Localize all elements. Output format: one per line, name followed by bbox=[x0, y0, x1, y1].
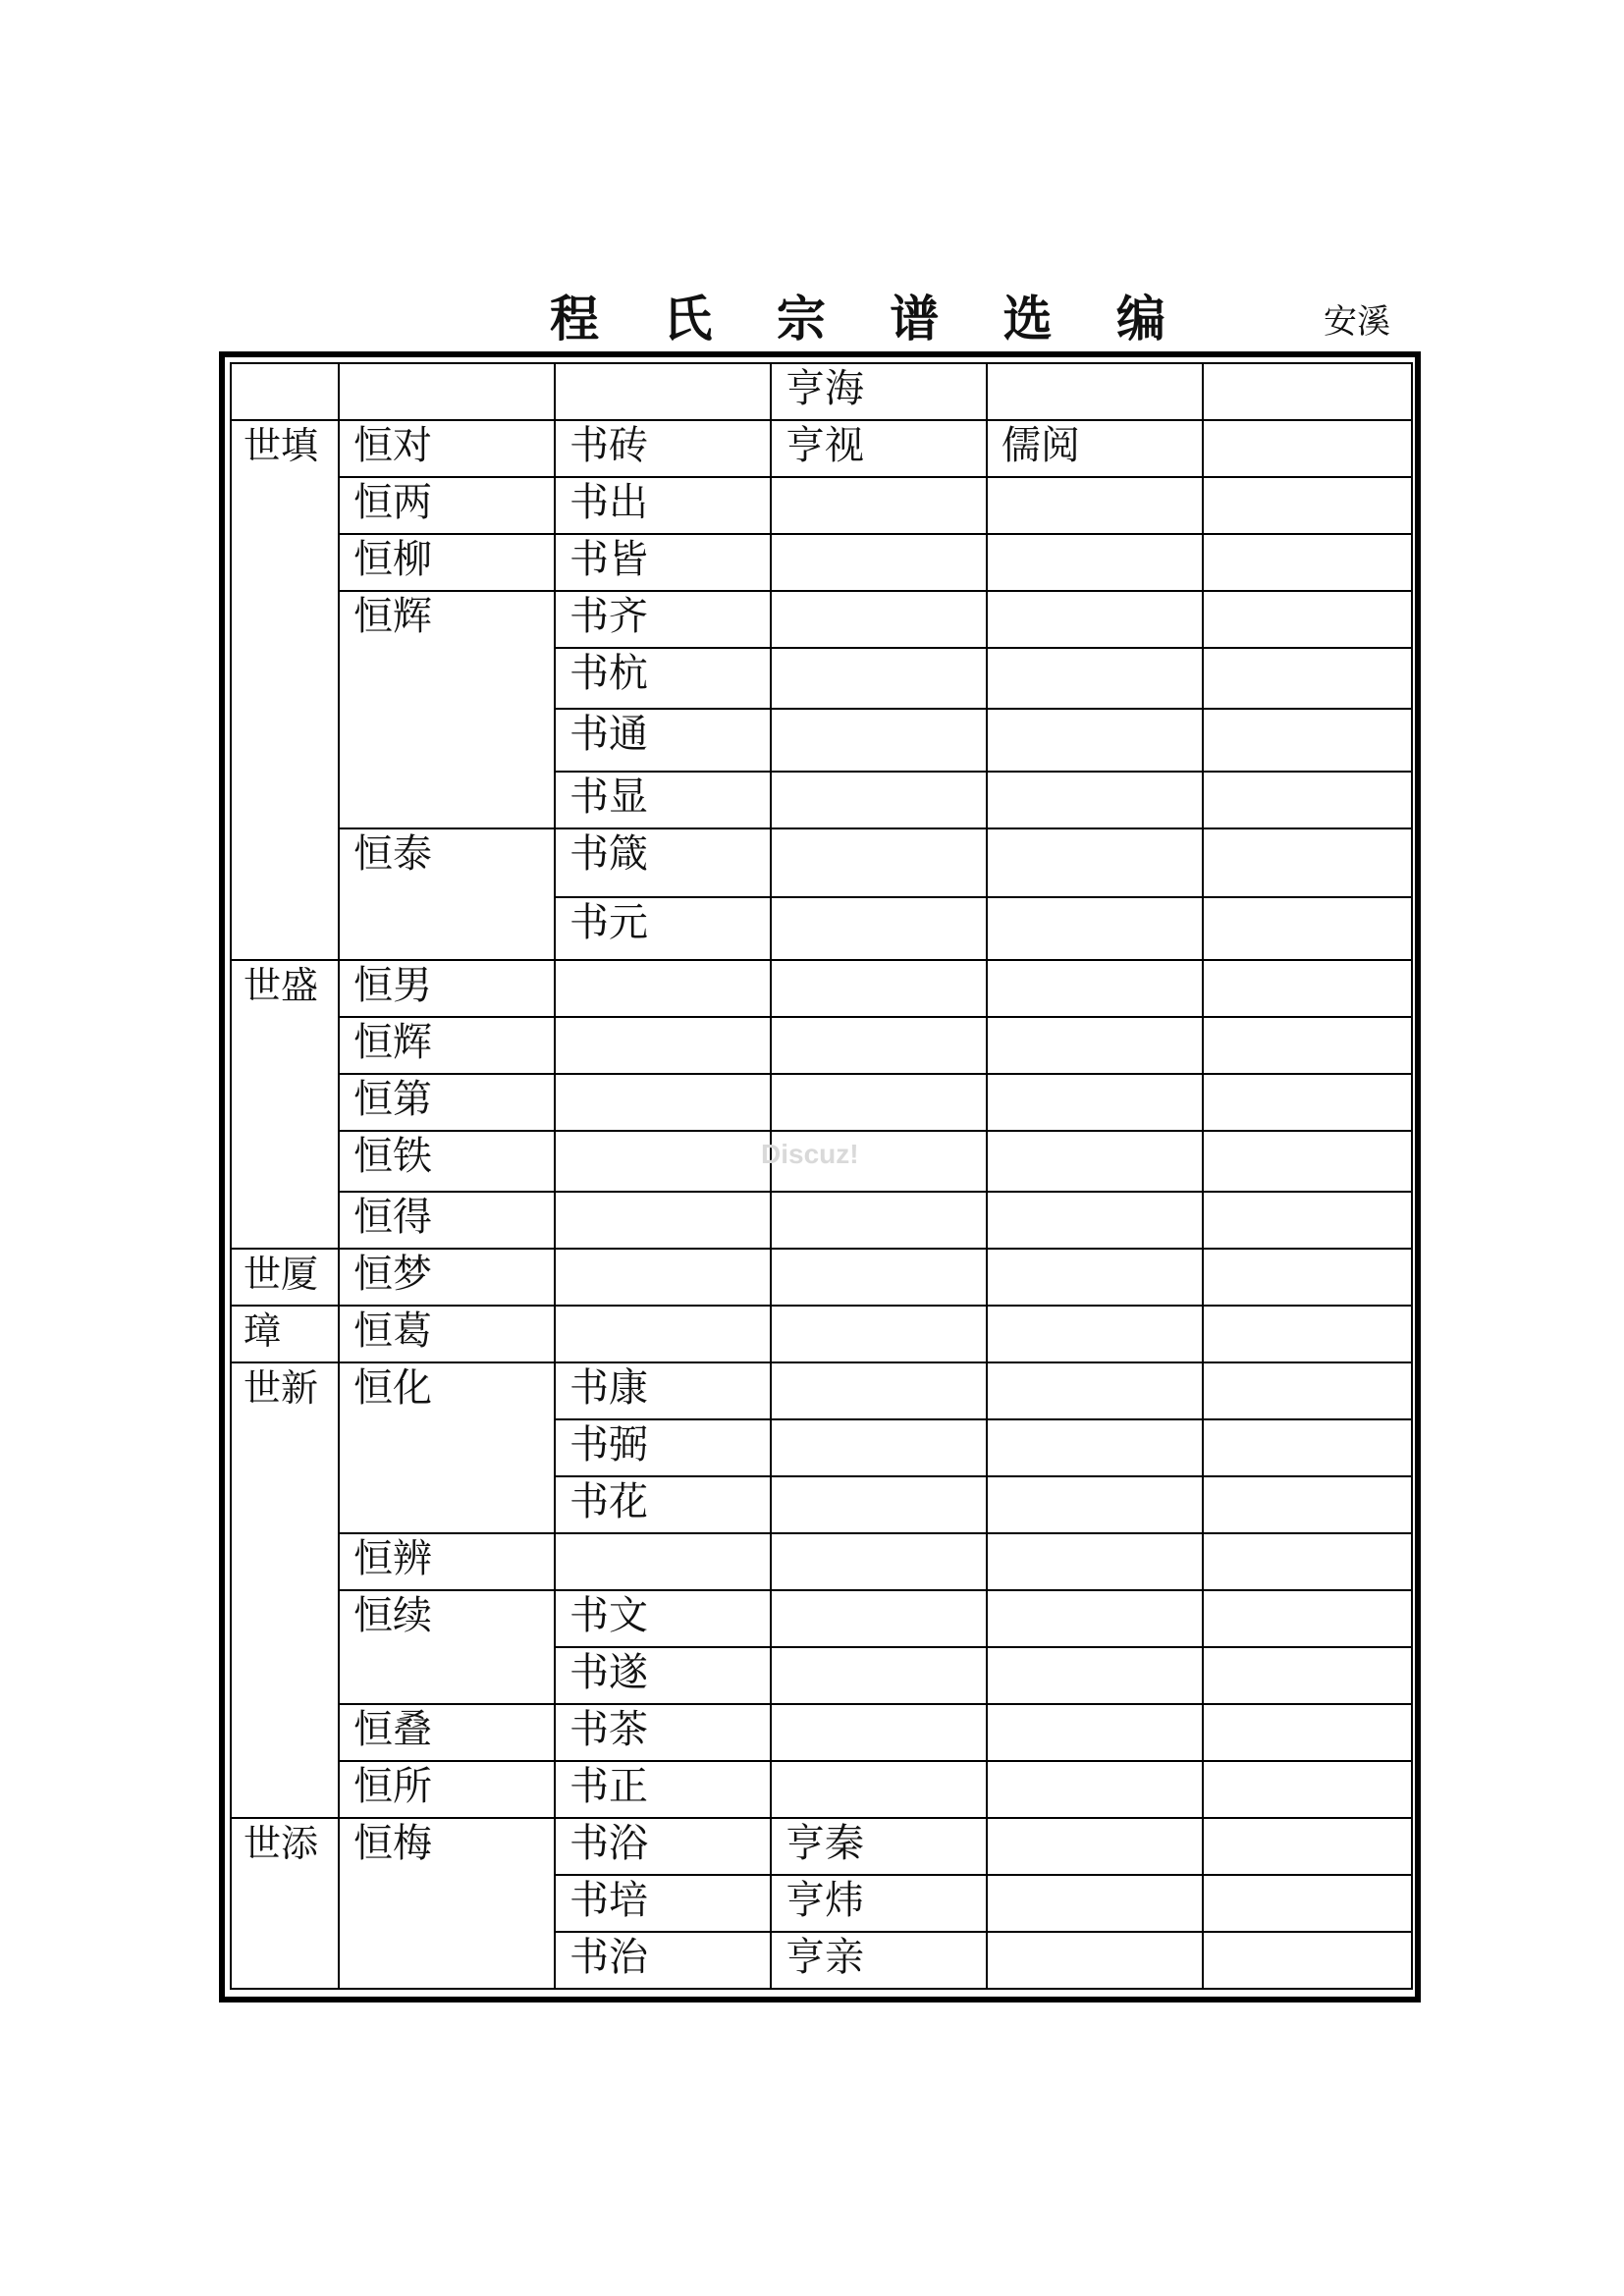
table-row bbox=[231, 591, 1412, 648]
table-row bbox=[231, 1362, 1412, 1419]
table-cell: 恒男 bbox=[339, 960, 555, 1017]
table-cell: 恒两 bbox=[339, 477, 555, 534]
table-cell bbox=[771, 772, 987, 828]
table-cell bbox=[1203, 709, 1412, 772]
table-cell: 世盛 bbox=[231, 960, 339, 1249]
table-cell bbox=[1203, 1131, 1412, 1192]
table-cell bbox=[1203, 1306, 1412, 1362]
table-cell: 恒梦 bbox=[339, 1249, 555, 1306]
page-title: 程 氏 宗 谱 选 编 bbox=[550, 290, 1190, 347]
table-cell: 恒对 bbox=[339, 420, 555, 477]
table-cell: 亨炜 bbox=[771, 1875, 987, 1932]
table-cell bbox=[555, 1192, 771, 1249]
table-cell bbox=[987, 772, 1203, 828]
table-cell bbox=[987, 1818, 1203, 1875]
table-cell bbox=[987, 534, 1203, 591]
table-cell bbox=[987, 1017, 1203, 1074]
table-cell bbox=[987, 1590, 1203, 1647]
table-cell: 世新 bbox=[231, 1362, 339, 1818]
table-cell bbox=[1203, 591, 1412, 648]
table-cell bbox=[1203, 1249, 1412, 1306]
table-cell bbox=[771, 1362, 987, 1419]
table-cell: 世厦 bbox=[231, 1249, 339, 1306]
table-cell bbox=[771, 1533, 987, 1590]
table-cell bbox=[771, 1017, 987, 1074]
table-cell bbox=[555, 1306, 771, 1362]
table-cell bbox=[1203, 1074, 1412, 1131]
table-cell: 恒铁 bbox=[339, 1131, 555, 1192]
table-cell bbox=[1203, 1818, 1412, 1875]
table-row bbox=[231, 420, 1412, 477]
table-cell: 恒葛 bbox=[339, 1306, 555, 1362]
table-cell bbox=[1203, 1419, 1412, 1476]
table-cell: 恒梅 bbox=[339, 1818, 555, 1989]
table-cell: 亨秦 bbox=[771, 1818, 987, 1875]
table-cell bbox=[771, 591, 987, 648]
table-cell bbox=[1203, 477, 1412, 534]
table-cell bbox=[1203, 1875, 1412, 1932]
table-cell: 恒辉 bbox=[339, 1017, 555, 1074]
table-row bbox=[231, 1249, 1412, 1306]
table-cell bbox=[987, 591, 1203, 648]
table-cell bbox=[555, 1249, 771, 1306]
table-cell bbox=[771, 1704, 987, 1761]
genealogy-table bbox=[230, 362, 1413, 1990]
table-cell: 书正 bbox=[555, 1761, 771, 1818]
table-cell: 亨海 bbox=[771, 363, 987, 420]
table-cell bbox=[987, 1419, 1203, 1476]
table-cell bbox=[1203, 1704, 1412, 1761]
table-cell: 书杭 bbox=[555, 648, 771, 709]
table-row bbox=[231, 828, 1412, 897]
table-cell bbox=[987, 1476, 1203, 1533]
table-cell bbox=[987, 363, 1203, 420]
table-cell bbox=[555, 960, 771, 1017]
table-cell bbox=[987, 960, 1203, 1017]
table-cell: 书显 bbox=[555, 772, 771, 828]
table-cell bbox=[555, 1074, 771, 1131]
table-cell bbox=[771, 960, 987, 1017]
table-cell bbox=[1203, 1476, 1412, 1533]
table-cell bbox=[987, 1875, 1203, 1932]
table-cell bbox=[1203, 1590, 1412, 1647]
table-cell bbox=[1203, 960, 1412, 1017]
table-cell: 恒所 bbox=[339, 1761, 555, 1818]
table-cell: 恒辨 bbox=[339, 1533, 555, 1590]
table-cell bbox=[771, 709, 987, 772]
table-cell: 书文 bbox=[555, 1590, 771, 1647]
table-cell: 世填 bbox=[231, 420, 339, 960]
table-cell: 恒泰 bbox=[339, 828, 555, 960]
table-cell bbox=[771, 1192, 987, 1249]
table-cell bbox=[771, 1476, 987, 1533]
watermark: Discuz! bbox=[761, 1139, 859, 1169]
table-cell bbox=[987, 1131, 1203, 1192]
table-cell: 书培 bbox=[555, 1875, 771, 1932]
table-row bbox=[231, 1704, 1412, 1761]
table-cell: 书花 bbox=[555, 1476, 771, 1533]
table-cell: 亨视 bbox=[771, 420, 987, 477]
table-cell bbox=[1203, 534, 1412, 591]
table-cell bbox=[1203, 648, 1412, 709]
table-cell: 恒柳 bbox=[339, 534, 555, 591]
table-cell bbox=[987, 1533, 1203, 1590]
table-cell: 书元 bbox=[555, 897, 771, 960]
table-cell bbox=[1203, 1533, 1412, 1590]
table-cell bbox=[987, 897, 1203, 960]
table-cell bbox=[555, 1533, 771, 1590]
table-cell bbox=[771, 1074, 987, 1131]
table-cell bbox=[771, 1419, 987, 1476]
table-cell bbox=[1203, 1932, 1412, 1989]
table-cell bbox=[987, 1306, 1203, 1362]
table-cell bbox=[987, 648, 1203, 709]
table-cell bbox=[987, 1362, 1203, 1419]
table-cell bbox=[987, 828, 1203, 897]
table-cell bbox=[1203, 363, 1412, 420]
table-cell: 恒第 bbox=[339, 1074, 555, 1131]
table-cell bbox=[1203, 1761, 1412, 1818]
table-cell bbox=[1203, 420, 1412, 477]
place-label: 安溪 bbox=[1324, 302, 1390, 342]
table-cell: 恒得 bbox=[339, 1192, 555, 1249]
table-cell: 书砖 bbox=[555, 420, 771, 477]
table-row bbox=[231, 363, 1412, 420]
table-cell bbox=[771, 897, 987, 960]
table-cell bbox=[771, 477, 987, 534]
table-cell bbox=[1203, 772, 1412, 828]
table-row bbox=[231, 1590, 1412, 1647]
table-cell bbox=[987, 1704, 1203, 1761]
table-cell bbox=[1203, 1647, 1412, 1704]
table-row bbox=[231, 1306, 1412, 1362]
table-cell: 书弼 bbox=[555, 1419, 771, 1476]
table-cell: 书浴 bbox=[555, 1818, 771, 1875]
table-cell bbox=[1203, 828, 1412, 897]
table-cell bbox=[987, 1932, 1203, 1989]
table-cell: 书出 bbox=[555, 477, 771, 534]
table-cell bbox=[771, 1761, 987, 1818]
table-cell bbox=[555, 1131, 771, 1192]
table-cell bbox=[1203, 1192, 1412, 1249]
table-row bbox=[231, 534, 1412, 591]
table-cell bbox=[987, 709, 1203, 772]
table-cell: 璋 bbox=[231, 1306, 339, 1362]
table-cell bbox=[1203, 897, 1412, 960]
table-row bbox=[231, 1074, 1412, 1131]
table-row bbox=[231, 1761, 1412, 1818]
table-cell: 恒化 bbox=[339, 1362, 555, 1533]
table-cell: 儒阅 bbox=[987, 420, 1203, 477]
table-row bbox=[231, 1192, 1412, 1249]
table-cell bbox=[339, 363, 555, 420]
table-row bbox=[231, 1533, 1412, 1590]
table-row bbox=[231, 1017, 1412, 1074]
table-cell bbox=[987, 1249, 1203, 1306]
table-cell: 书茶 bbox=[555, 1704, 771, 1761]
table-row bbox=[231, 1818, 1412, 1875]
table-cell bbox=[987, 1192, 1203, 1249]
table-cell: 书齐 bbox=[555, 591, 771, 648]
table-cell bbox=[987, 1074, 1203, 1131]
table-cell bbox=[987, 1761, 1203, 1818]
table-cell: 世添 bbox=[231, 1818, 339, 1989]
table-cell: 书康 bbox=[555, 1362, 771, 1419]
table-cell: 书箴 bbox=[555, 828, 771, 897]
table-cell bbox=[771, 1590, 987, 1647]
table-cell: 书通 bbox=[555, 709, 771, 772]
table-cell: 书皆 bbox=[555, 534, 771, 591]
table-cell bbox=[555, 1017, 771, 1074]
table-cell bbox=[771, 1249, 987, 1306]
table-cell bbox=[771, 1647, 987, 1704]
table-cell: 书遂 bbox=[555, 1647, 771, 1704]
table-cell bbox=[1203, 1017, 1412, 1074]
table-cell bbox=[231, 363, 339, 420]
table-cell: 亨亲 bbox=[771, 1932, 987, 1989]
table-cell bbox=[987, 477, 1203, 534]
table-cell bbox=[771, 534, 987, 591]
table-row bbox=[231, 477, 1412, 534]
table-cell: 恒叠 bbox=[339, 1704, 555, 1761]
table-row bbox=[231, 960, 1412, 1017]
table-cell bbox=[555, 363, 771, 420]
table-cell: 恒辉 bbox=[339, 591, 555, 828]
table-cell: 书治 bbox=[555, 1932, 771, 1989]
table-cell bbox=[771, 648, 987, 709]
table-cell bbox=[1203, 1362, 1412, 1419]
table-cell: 恒续 bbox=[339, 1590, 555, 1704]
table-cell bbox=[987, 1647, 1203, 1704]
table-cell bbox=[771, 1306, 987, 1362]
table-cell bbox=[771, 828, 987, 897]
